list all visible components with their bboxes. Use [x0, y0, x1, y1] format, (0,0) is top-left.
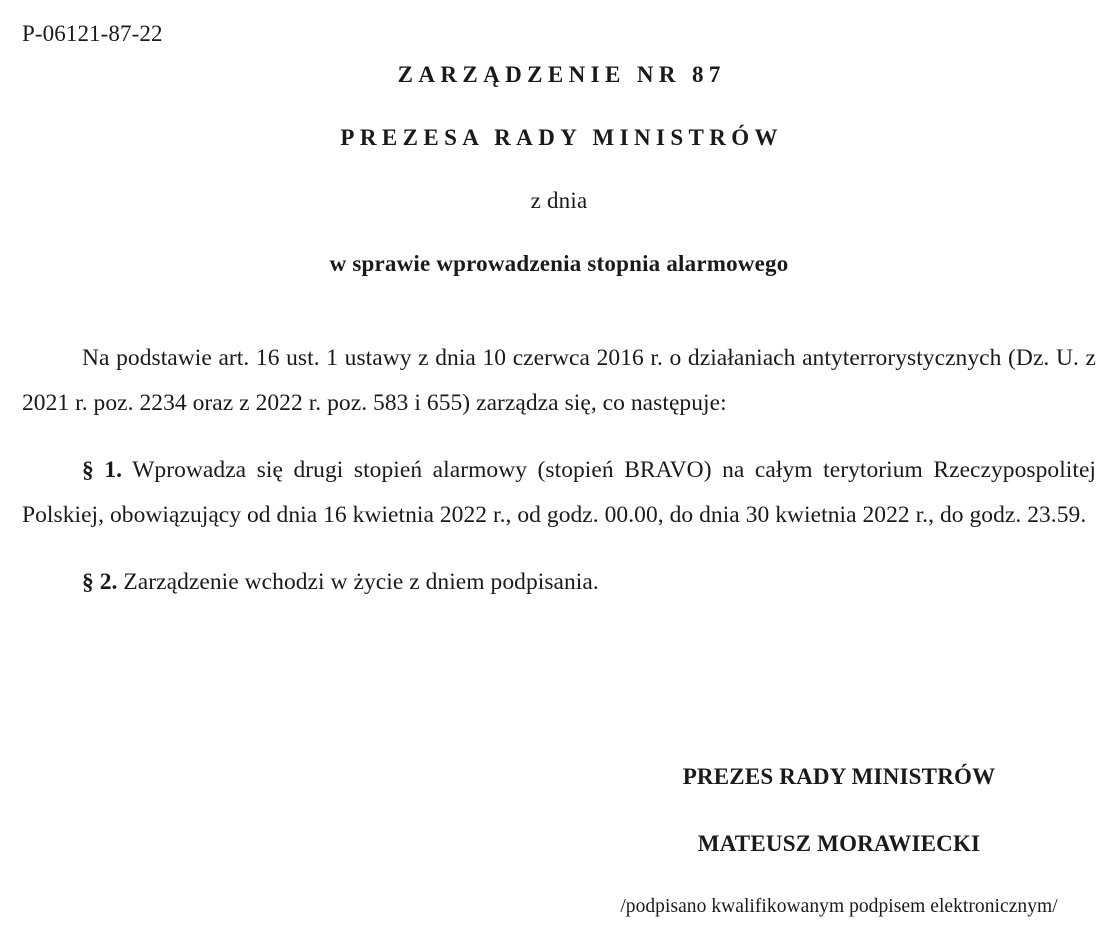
document-date-label: z dnia — [530, 188, 588, 213]
section-1-mark: § 1. — [82, 457, 123, 483]
signature-block — [560, 762, 1118, 859]
section-2-text: Zarządzenie wchodzi w życie z dniem podpisania. — [117, 569, 599, 595]
signatory-name: MATEUSZ MORAWIECKI — [697, 831, 981, 856]
reference-number: P-06121-87-22 — [22, 21, 163, 46]
electronic-signature-note: /podpisano kwalifikowanym podpisem elektronicznym/ — [620, 896, 1058, 917]
title-block — [22, 60, 1096, 279]
section-2-mark: § 2. — [82, 569, 118, 595]
section-1-paragraph — [22, 448, 1096, 538]
document-body — [22, 336, 1096, 605]
signatory-role: PREZES RADY MINISTRÓW — [682, 764, 996, 789]
document-title-line-2: PREZESA RADY MINISTRÓW — [340, 125, 783, 150]
section-1-text: Wprowadza się drugi stopień alarmowy (stopień BRAVO) na całym terytorium Rzeczypospolitej Polskiej, obowiązujący od dnia 16 kwietnia 2022 r., od godz. 00.00, do dnia 30 kwietnia 2022 r., do godz. 23.59. — [22, 457, 1097, 528]
section-2-paragraph — [22, 560, 1096, 605]
document-subject: w sprawie wprowadzenia stopnia alarmowego — [329, 251, 789, 276]
preamble-paragraph: Na podstawie art. 16 ust. 1 ustawy z dnia 10 czerwca 2016 r. o działaniach antyterrorystycznych (Dz. U. z 2021 r. poz. 2234 oraz z 2022 r. poz. 583 i 655) zarządza się, co następuje: — [22, 345, 1096, 416]
document-title-line-1: ZARZĄDZENIE NR 87 — [397, 62, 726, 87]
